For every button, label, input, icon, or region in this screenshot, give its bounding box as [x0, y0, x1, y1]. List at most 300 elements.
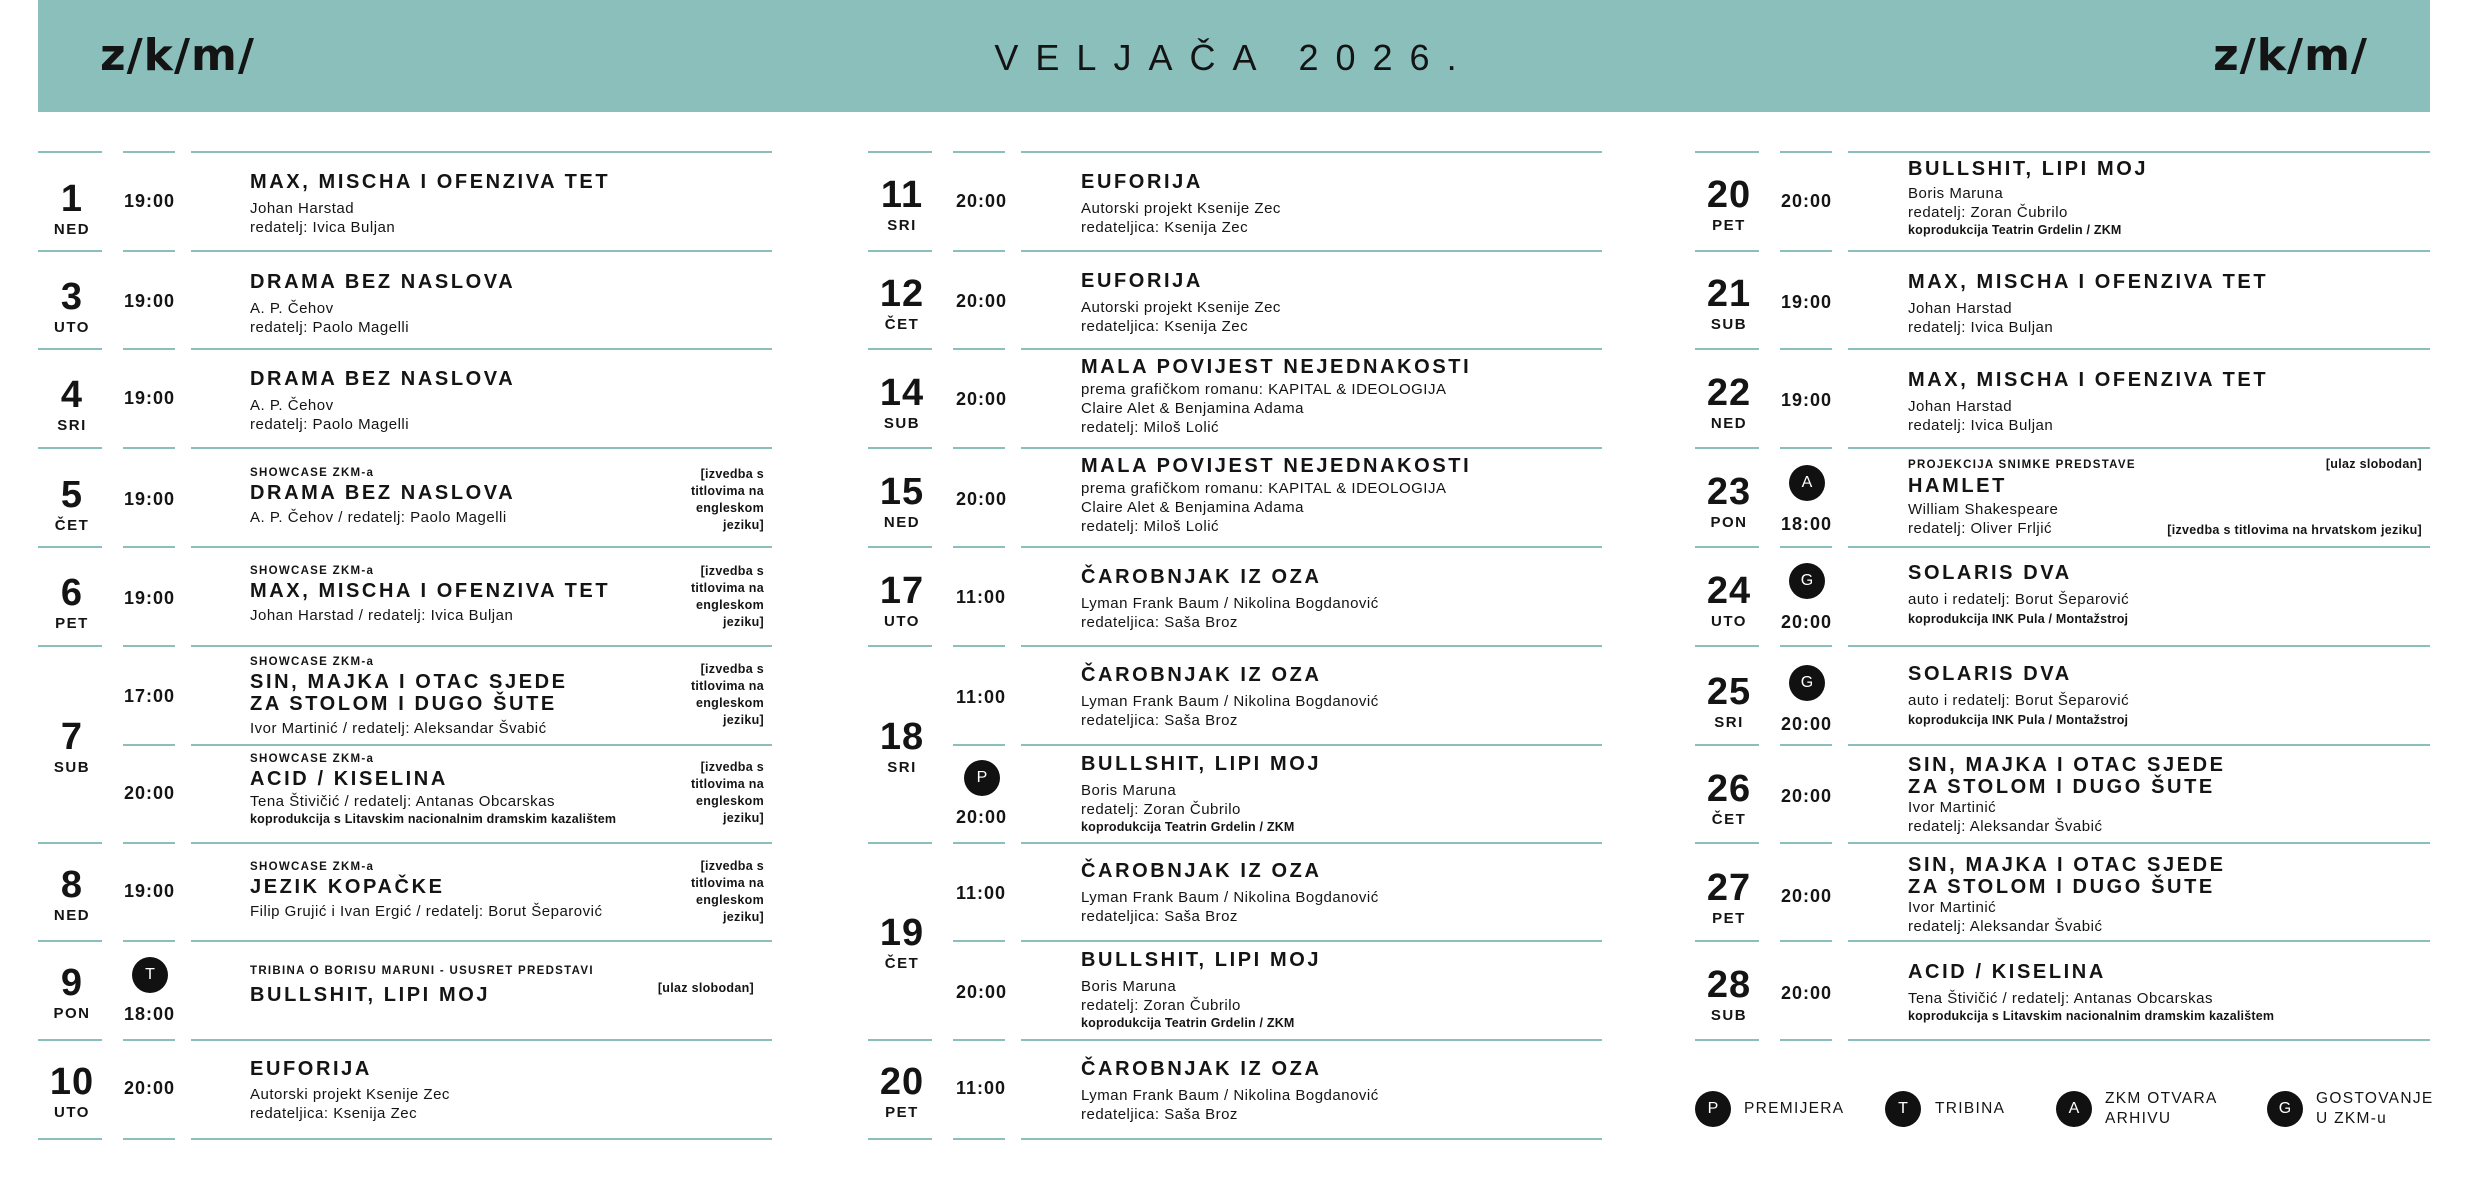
event-time: 20:00 — [1781, 983, 1833, 1003]
event-title: ACID / KISELINA — [1908, 961, 2106, 983]
rule-time — [953, 447, 1005, 449]
rule-time — [123, 1138, 175, 1140]
event-time: 20:00 — [956, 982, 1008, 1002]
event-director: redateljica: Ksenija Zec — [1081, 219, 1249, 236]
rule-event — [1848, 842, 2430, 844]
rule-event — [191, 645, 772, 647]
day-label-25 — [1695, 673, 1763, 732]
rule-time — [123, 447, 175, 449]
premiere-badge-icon: P — [1695, 1091, 1731, 1127]
rule-event — [191, 546, 772, 548]
day-label-23 — [1695, 473, 1763, 532]
event-time: 11:00 — [956, 687, 1007, 707]
event-title: EUFORIJA — [250, 1058, 372, 1080]
rule-day — [38, 447, 102, 449]
event-director: redatelj: Zoran Čubrilo — [1908, 204, 2068, 221]
event-coproduction: koprodukcija INK Pula / Montažstroj — [1908, 713, 2129, 727]
event-time: 20:00 — [1781, 714, 1833, 734]
day-label-5 — [38, 476, 106, 535]
rule-day — [1695, 842, 1759, 844]
archive-badge-icon: A — [1789, 465, 1825, 501]
event-time: 20:00 — [1781, 886, 1833, 906]
event-author: Boris Maruna — [1081, 978, 1177, 995]
day-name: SRI — [1714, 714, 1744, 731]
rule-day — [868, 645, 932, 647]
rule-time — [953, 842, 1005, 844]
event-entry[interactable] — [250, 860, 602, 921]
event-coproduction: koprodukcija INK Pula / Montažstroj — [1908, 612, 2129, 626]
rule-time — [123, 744, 175, 746]
event-credits: Johan Harstad / redatelj: Ivica Buljan — [250, 607, 514, 624]
event-director: redatelj: Ivica Buljan — [250, 219, 396, 236]
event-series-label: SHOWCASE ZKM-a — [250, 565, 375, 577]
event-time: 19:00 — [1781, 390, 1833, 410]
event-entry[interactable] — [1908, 663, 2129, 729]
event-coproduction: koprodukcija Teatrin Grdelin / ZKM — [1081, 1016, 1295, 1030]
tribina-badge-icon: T — [132, 957, 168, 993]
rule-event — [1021, 250, 1602, 252]
rule-time — [1780, 1039, 1832, 1041]
rule-event — [191, 1039, 772, 1041]
day-label-28 — [1695, 966, 1763, 1025]
rule-time — [123, 645, 175, 647]
rule-time — [1780, 744, 1832, 746]
rule-event — [1848, 546, 2430, 548]
event-entry[interactable] — [1081, 455, 1471, 536]
day-number: 1 — [60, 178, 84, 220]
event-title: HAMLET — [1908, 475, 2007, 497]
event-title: ČAROBNJAK IZ OZA — [1081, 1058, 1322, 1080]
day-name: SUB — [1710, 1007, 1748, 1024]
event-title: MALA POVIJEST NEJEDNAKOSTI — [1081, 455, 1472, 477]
rule-time — [123, 151, 175, 153]
zkm-logo-left[interactable]: z/k/m/ — [100, 30, 255, 81]
day-name: SRI — [887, 217, 917, 234]
day-name: ČET — [54, 517, 90, 534]
rule-time — [1780, 151, 1832, 153]
rule-day — [868, 151, 932, 153]
rule-day — [38, 1138, 102, 1140]
event-title: DRAMA BEZ NASLOVA — [250, 482, 516, 504]
event-title: MAX, MISCHA I OFENZIVA TET — [250, 580, 611, 602]
day-number: 15 — [879, 471, 925, 513]
event-series-label: SHOWCASE ZKM-a — [250, 753, 375, 765]
event-title: BULLSHIT, LIPI MOJ — [1908, 158, 2149, 180]
rule-day — [1695, 940, 1759, 942]
day-name: PET — [55, 615, 89, 632]
event-title: BULLSHIT, LIPI MOJ — [1081, 753, 1322, 775]
event-time: 11:00 — [956, 587, 1007, 607]
day-number: 27 — [1706, 867, 1752, 909]
event-title-line1: SIN, MAJKA I OTAC SJEDE — [1908, 854, 2226, 876]
event-director: redateljica: Saša Broz — [1081, 908, 1238, 925]
event-time: 19:00 — [124, 588, 176, 608]
day-label-18 — [868, 718, 936, 777]
event-director: redatelj: Miloš Lolić — [1081, 419, 1220, 436]
rule-time — [1780, 645, 1832, 647]
event-author: auto i redatelj: Borut Šeparović — [1908, 591, 2130, 608]
day-label-15 — [868, 473, 936, 532]
event-title: MAX, MISCHA I OFENZIVA TET — [250, 171, 611, 193]
event-time: 17:00 — [124, 686, 176, 706]
event-entry[interactable] — [1081, 753, 1321, 836]
day-label-11 — [868, 176, 936, 235]
event-title: SOLARIS DVA — [1908, 663, 2072, 685]
event-title: ČAROBNJAK IZ OZA — [1081, 860, 1322, 882]
rule-time — [1780, 447, 1832, 449]
event-author: A. P. Čehov — [250, 397, 334, 414]
day-label-20 — [868, 1063, 936, 1122]
event-author: Autorski projekt Ksenije Zec — [250, 1086, 450, 1103]
rule-event — [191, 151, 772, 153]
event-title: BULLSHIT, LIPI MOJ — [1081, 949, 1322, 971]
event-credits: A. P. Čehov / redatelj: Paolo Magelli — [250, 509, 507, 526]
day-label-8 — [38, 866, 106, 925]
rule-time — [953, 546, 1005, 548]
event-time: 20:00 — [956, 191, 1008, 211]
event-time: 19:00 — [124, 881, 176, 901]
day-label-9 — [38, 964, 106, 1023]
event-title-line2: ZA STOLOM I DUGO ŠUTE — [1908, 876, 2215, 898]
day-label-21 — [1695, 275, 1763, 334]
rule-day — [1695, 348, 1759, 350]
event-title: EUFORIJA — [1081, 171, 1203, 193]
event-author: Johan Harstad — [250, 200, 355, 217]
event-title: MAX, MISCHA I OFENZIVA TET — [1908, 271, 2269, 293]
rule-time — [123, 940, 175, 942]
rule-day — [1695, 447, 1759, 449]
event-time: 18:00 — [1781, 514, 1833, 534]
event-entry[interactable] — [1081, 171, 1281, 237]
event-author: Autorski projekt Ksenije Zec — [1081, 200, 1281, 217]
day-label-20 — [1695, 176, 1763, 235]
event-title: DRAMA BEZ NASLOVA — [250, 271, 516, 293]
schedule-column-2 — [868, 0, 1602, 1181]
day-name: PET — [885, 1104, 919, 1121]
event-author: Johan Harstad — [1908, 398, 2013, 415]
day-number: 20 — [879, 1061, 925, 1103]
day-label-3 — [38, 278, 106, 337]
event-source: prema grafičkom romanu: KAPITAL & IDEOLOGIJA — [1081, 381, 1447, 398]
event-title: MAX, MISCHA I OFENZIVA TET — [1908, 369, 2269, 391]
free-entry-note: [ulaz slobodan] — [657, 981, 754, 995]
rule-day — [868, 1138, 932, 1140]
day-name: SUB — [883, 415, 921, 432]
event-time: 20:00 — [1781, 612, 1833, 632]
event-credits: Tena Štivičić / redatelj: Antanas Obcarskas — [250, 793, 555, 810]
event-entry[interactable] — [1908, 369, 2268, 435]
day-name: NED — [53, 221, 91, 238]
event-coproduction: koprodukcija s Litavskim nacionalnim dramskim kazalištem — [250, 812, 617, 826]
rule-time — [953, 250, 1005, 252]
day-number: 6 — [60, 572, 84, 614]
rule-event — [1021, 151, 1602, 153]
event-director: redatelj: Miloš Lolić — [1081, 518, 1220, 535]
rule-day — [1695, 1039, 1759, 1041]
event-author: Boris Maruna — [1081, 782, 1177, 799]
event-title: ČAROBNJAK IZ OZA — [1081, 664, 1322, 686]
event-entry[interactable] — [250, 466, 515, 527]
rule-event — [191, 842, 772, 844]
event-entry[interactable] — [250, 368, 515, 434]
event-coproduction: koprodukcija s Litavskim nacionalnim dramskim kazalištem — [1908, 1009, 2275, 1023]
event-entry[interactable] — [1081, 566, 1379, 632]
event-time: 19:00 — [124, 191, 176, 211]
subtitle-note: [izvedba s titlovima na engleskom jeziku] — [690, 564, 764, 629]
event-time: 20:00 — [124, 783, 176, 803]
rule-day — [868, 348, 932, 350]
event-entry[interactable] — [250, 564, 610, 625]
day-number: 25 — [1706, 671, 1752, 713]
event-director: redatelj: Aleksandar Švabić — [1908, 818, 2103, 835]
day-number: 24 — [1706, 570, 1752, 612]
rule-event — [191, 940, 772, 942]
event-coproduction: koprodukcija Teatrin Grdelin / ZKM — [1081, 820, 1295, 834]
day-name: ČET — [884, 316, 920, 333]
rule-day — [38, 645, 102, 647]
event-series-label: SHOWCASE ZKM-a — [250, 467, 375, 479]
rule-time — [123, 1039, 175, 1041]
day-label-27 — [1695, 869, 1763, 928]
day-label-7 — [38, 718, 106, 777]
rule-day — [868, 1039, 932, 1041]
rule-event — [1021, 744, 1602, 746]
event-author: A. P. Čehov — [250, 300, 334, 317]
day-number: 11 — [880, 174, 924, 216]
event-authors: Claire Alet & Benjamina Adama — [1081, 400, 1304, 417]
event-director: redateljica: Ksenija Zec — [1081, 318, 1249, 335]
rule-day — [868, 842, 932, 844]
archive-badge-icon: A — [2056, 1091, 2092, 1127]
event-director: redatelj: Oliver Frljić — [1908, 520, 2053, 537]
event-credits: Tena Štivičić / redatelj: Antanas Obcarskas — [1908, 990, 2213, 1007]
guest-badge-icon: G — [2267, 1091, 2303, 1127]
day-name: NED — [883, 514, 921, 531]
rule-event — [191, 447, 772, 449]
rule-event — [1848, 1039, 2430, 1041]
rule-day — [38, 250, 102, 252]
rule-time — [123, 546, 175, 548]
rule-event — [1021, 1138, 1602, 1140]
event-title: EUFORIJA — [1081, 270, 1203, 292]
day-name: SRI — [57, 417, 87, 434]
day-number: 7 — [60, 716, 84, 758]
day-name: UTO — [54, 1104, 90, 1121]
rule-time — [953, 645, 1005, 647]
legend-label: GOSTOVANJE U ZKM-u — [2316, 1090, 2434, 1127]
day-label-10 — [38, 1063, 106, 1122]
day-name: NED — [1710, 415, 1748, 432]
event-author: Johan Harstad — [1908, 300, 2013, 317]
rule-time — [1780, 348, 1832, 350]
event-title: BULLSHIT, LIPI MOJ — [250, 984, 491, 1006]
day-label-26 — [1695, 770, 1763, 829]
event-entry[interactable] — [1908, 271, 2268, 337]
zkm-logo-right[interactable]: z/k/m/ — [2213, 30, 2368, 81]
day-name: ČET — [884, 955, 920, 972]
event-time: 20:00 — [956, 807, 1008, 827]
day-label-22 — [1695, 374, 1763, 433]
event-entry[interactable] — [1081, 949, 1321, 1032]
event-time: 11:00 — [956, 883, 1007, 903]
event-entry[interactable] — [1908, 961, 2274, 1025]
day-name: NED — [53, 907, 91, 924]
event-director: redateljica: Saša Broz — [1081, 712, 1238, 729]
rule-time — [953, 151, 1005, 153]
event-time: 18:00 — [124, 1004, 176, 1024]
day-number: 18 — [879, 716, 925, 758]
rule-time — [953, 1138, 1005, 1140]
day-label-1 — [38, 180, 106, 239]
event-time: 20:00 — [124, 1078, 176, 1098]
legend-label: PREMIJERA — [1744, 1100, 1845, 1117]
day-name: PET — [1712, 910, 1746, 927]
subtitle-note: [izvedba s titlovima na engleskom jeziku] — [690, 859, 764, 924]
rule-day — [38, 1039, 102, 1041]
day-name: UTO — [884, 613, 920, 630]
event-entry[interactable] — [250, 752, 616, 828]
subtitle-note: [izvedba s titlovima na engleskom jeziku] — [690, 760, 764, 825]
rule-event — [1021, 447, 1602, 449]
rule-day — [1695, 645, 1759, 647]
event-director: redateljica: Saša Broz — [1081, 1106, 1238, 1123]
schedule-column-1 — [38, 0, 772, 1181]
rule-event — [1021, 645, 1602, 647]
event-author: Lyman Frank Baum / Nikolina Bogdanović — [1081, 889, 1379, 906]
day-name: PON — [1710, 514, 1748, 531]
rule-event — [191, 744, 772, 746]
event-author: auto i redatelj: Borut Šeparović — [1908, 692, 2130, 709]
free-entry-note: [ulaz slobodan] — [2325, 457, 2422, 471]
rule-day — [38, 940, 102, 942]
event-entry[interactable] — [1908, 854, 2226, 936]
event-entry[interactable] — [1908, 158, 2148, 239]
rule-day — [868, 250, 932, 252]
event-entry[interactable] — [250, 655, 568, 738]
rule-event — [1848, 151, 2430, 153]
event-entry[interactable] — [1908, 562, 2129, 628]
event-director: redateljica: Saša Broz — [1081, 614, 1238, 631]
day-label-17 — [868, 572, 936, 631]
event-title-line2: ZA STOLOM I DUGO ŠUTE — [1908, 776, 2215, 798]
day-name: SUB — [1710, 316, 1748, 333]
event-title: DRAMA BEZ NASLOVA — [250, 368, 516, 390]
event-entry[interactable] — [250, 1058, 450, 1123]
rule-time — [1780, 546, 1832, 548]
event-time: 20:00 — [1781, 191, 1833, 211]
rule-time — [953, 940, 1005, 942]
event-time: 19:00 — [124, 489, 176, 509]
rule-event — [1848, 645, 2430, 647]
guest-badge-icon: G — [1789, 665, 1825, 701]
event-series-label: SHOWCASE ZKM-a — [250, 656, 375, 668]
event-entry[interactable] — [1081, 664, 1379, 730]
event-author: William Shakespeare — [1908, 501, 2059, 518]
rule-day — [38, 842, 102, 844]
day-number: 21 — [1706, 273, 1752, 315]
day-label-4 — [38, 376, 106, 435]
rule-day — [868, 447, 932, 449]
rule-day — [1695, 744, 1759, 746]
rule-event — [1848, 348, 2430, 350]
rule-day — [1695, 546, 1759, 548]
event-time: 20:00 — [956, 489, 1008, 509]
day-number: 8 — [60, 864, 84, 906]
day-label-14 — [868, 374, 936, 433]
rule-day — [1695, 151, 1759, 153]
event-series-label: TRIBINA O BORISU MARUNI - USUSRET PREDSTAVI — [250, 965, 594, 977]
guest-badge-icon: G — [1789, 563, 1825, 599]
rule-event — [1021, 546, 1602, 548]
event-author: Boris Maruna — [1908, 185, 2004, 202]
event-entry[interactable] — [250, 964, 594, 1006]
event-entry[interactable] — [1081, 356, 1471, 437]
page-title: VELJAČA 2026. — [994, 37, 1474, 78]
event-time: 20:00 — [956, 291, 1008, 311]
event-entry[interactable] — [1081, 1058, 1379, 1124]
event-title: JEZIK KOPAČKE — [250, 876, 445, 898]
rule-day — [38, 546, 102, 548]
event-title-line1: SIN, MAJKA I OTAC SJEDE — [1908, 754, 2226, 776]
day-label-24 — [1695, 572, 1763, 631]
subtitle-note: [izvedba s titlovima na engleskom jeziku] — [690, 467, 764, 532]
day-name: UTO — [1711, 613, 1747, 630]
day-number: 9 — [60, 962, 84, 1004]
event-director: redatelj: Paolo Magelli — [250, 416, 410, 433]
rule-event — [1021, 940, 1602, 942]
day-number: 3 — [60, 276, 84, 318]
event-time: 19:00 — [124, 388, 176, 408]
rule-event — [1848, 940, 2430, 942]
event-entry[interactable] — [250, 171, 610, 237]
rule-day — [38, 151, 102, 153]
event-source: prema grafičkom romanu: KAPITAL & IDEOLOGIJA — [1081, 480, 1447, 497]
event-time: 20:00 — [956, 389, 1008, 409]
event-credits: Filip Grujić i Ivan Ergić / redatelj: Borut Šeparović — [250, 903, 603, 920]
rule-event — [191, 348, 772, 350]
legend-label: TRIBINA — [1935, 1100, 2006, 1117]
event-entry[interactable] — [1908, 458, 2136, 538]
rule-day — [38, 348, 102, 350]
event-entry[interactable] — [1081, 270, 1281, 336]
event-author: Lyman Frank Baum / Nikolina Bogdanović — [1081, 595, 1379, 612]
day-number: 22 — [1706, 372, 1752, 414]
rule-time — [953, 744, 1005, 746]
legend-label: ZKM OTVARA ARHIVU — [2105, 1090, 2218, 1127]
event-series-label: SHOWCASE ZKM-a — [250, 861, 375, 873]
rule-event — [1848, 250, 2430, 252]
rule-event — [1848, 447, 2430, 449]
event-director: redatelj: Ivica Buljan — [1908, 319, 2054, 336]
event-entry[interactable] — [1908, 754, 2226, 836]
day-number: 5 — [60, 474, 84, 516]
event-time: 11:00 — [956, 1078, 1007, 1098]
event-credits: Ivor Martinić / redatelj: Aleksandar Švabić — [250, 720, 547, 737]
event-entry[interactable] — [250, 271, 515, 337]
day-name: PON — [53, 1005, 91, 1022]
rule-time — [123, 348, 175, 350]
day-label-19 — [868, 914, 936, 973]
event-title: ČAROBNJAK IZ OZA — [1081, 566, 1322, 588]
event-entry[interactable] — [1081, 860, 1379, 926]
rule-day — [868, 546, 932, 548]
rule-time — [123, 842, 175, 844]
day-number: 4 — [60, 374, 84, 416]
rule-event — [1021, 842, 1602, 844]
rule-event — [191, 1138, 772, 1140]
event-author: Lyman Frank Baum / Nikolina Bogdanović — [1081, 1087, 1379, 1104]
day-name: UTO — [54, 319, 90, 336]
